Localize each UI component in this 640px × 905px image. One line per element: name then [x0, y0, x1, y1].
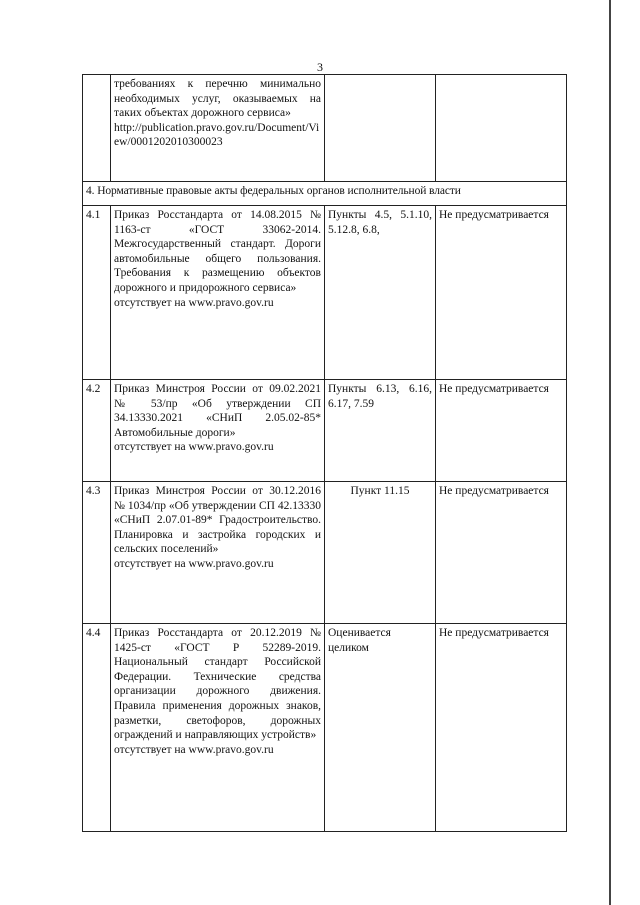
liability: [436, 75, 567, 182]
act-status: отсутствует на www.pravo.gov.ru: [114, 441, 274, 454]
structural-units: Пункты 4.5, 5.1.10, 5.12.8, 6.8,: [325, 206, 436, 380]
liability: Не предусматривается: [436, 624, 567, 832]
table-row: [83, 380, 567, 482]
act-name: требованиях к перечню минимально необходимых услуг, оказываемых на таких объектах дорожного сервиса»: [114, 78, 321, 120]
table-row: [83, 482, 567, 624]
structural-units: [325, 75, 436, 182]
section-title: 4. Нормативные правовые акты федеральных органов исполнительной власти: [83, 182, 567, 206]
act-name: Приказ Минстроя России от 30.12.2016 № 1034/пр «Об утверждении СП 42.13330 «СНиП 2.07.01-89* Градостроительство. Планировка и застройка городских и сельских поселений»: [114, 485, 321, 556]
liability: Не предусматривается: [436, 380, 567, 482]
page-number: 3: [317, 60, 323, 74]
act-name: Приказ Росстандарта от 14.08.2015 № 1163-ст «ГОСТ 33062-2014. Межгосударственный стандарт. Дороги автомобильные общего пользования. Требования к размещению объектов дорожного и придорожного сервиса»: [114, 209, 321, 294]
act-name-cell: [111, 482, 325, 624]
row-number: 4.2: [83, 380, 111, 482]
table-row-continued: [83, 75, 567, 182]
page-edge-shadow: [609, 0, 611, 905]
row-number: 4.4: [83, 624, 111, 832]
act-name: Приказ Минстроя России от 09.02.2021 № 53/пр «Об утверждении СП 34.13330.2021 «СНиП 2.05.02-85* Автомобильные дороги»: [114, 383, 321, 439]
structural-units: Оценивается целиком: [325, 624, 436, 832]
act-name-cell: [111, 206, 325, 380]
row-number: [83, 75, 111, 182]
act-name-cell: [111, 75, 325, 182]
section-row: [83, 182, 567, 206]
act-status: отсутствует на www.pravo.gov.ru: [114, 296, 274, 309]
structural-units: Пункты 6.13, 6.16, 6.17, 7.59: [325, 380, 436, 482]
table-row: [83, 206, 567, 380]
liability: Не предусматривается: [436, 482, 567, 624]
structural-units: Пункт 11.15: [325, 482, 436, 624]
regulations-table: [82, 74, 567, 832]
act-status: отсутствует на www.pravo.gov.ru: [114, 557, 274, 570]
act-name-cell: [111, 624, 325, 832]
liability: Не предусматривается: [436, 206, 567, 380]
act-status: отсутствует на www.pravo.gov.ru: [114, 743, 274, 756]
row-number: 4.1: [83, 206, 111, 380]
act-url: http://publication.pravo.gov.ru/Document/View/0001202010300023: [114, 121, 320, 149]
row-number: 4.3: [83, 482, 111, 624]
act-name: Приказ Росстандарта от 20.12.2019 № 1425-ст «ГОСТ Р 52289-2019. Национальный стандарт Российской Федерации. Технические средства организации дорожного движения. Правила применения дорожных знаков, разметки, светофоров, дорожных ограждений и направляющих устройств»: [114, 627, 321, 742]
table-row: [83, 624, 567, 832]
act-name-cell: [111, 380, 325, 482]
